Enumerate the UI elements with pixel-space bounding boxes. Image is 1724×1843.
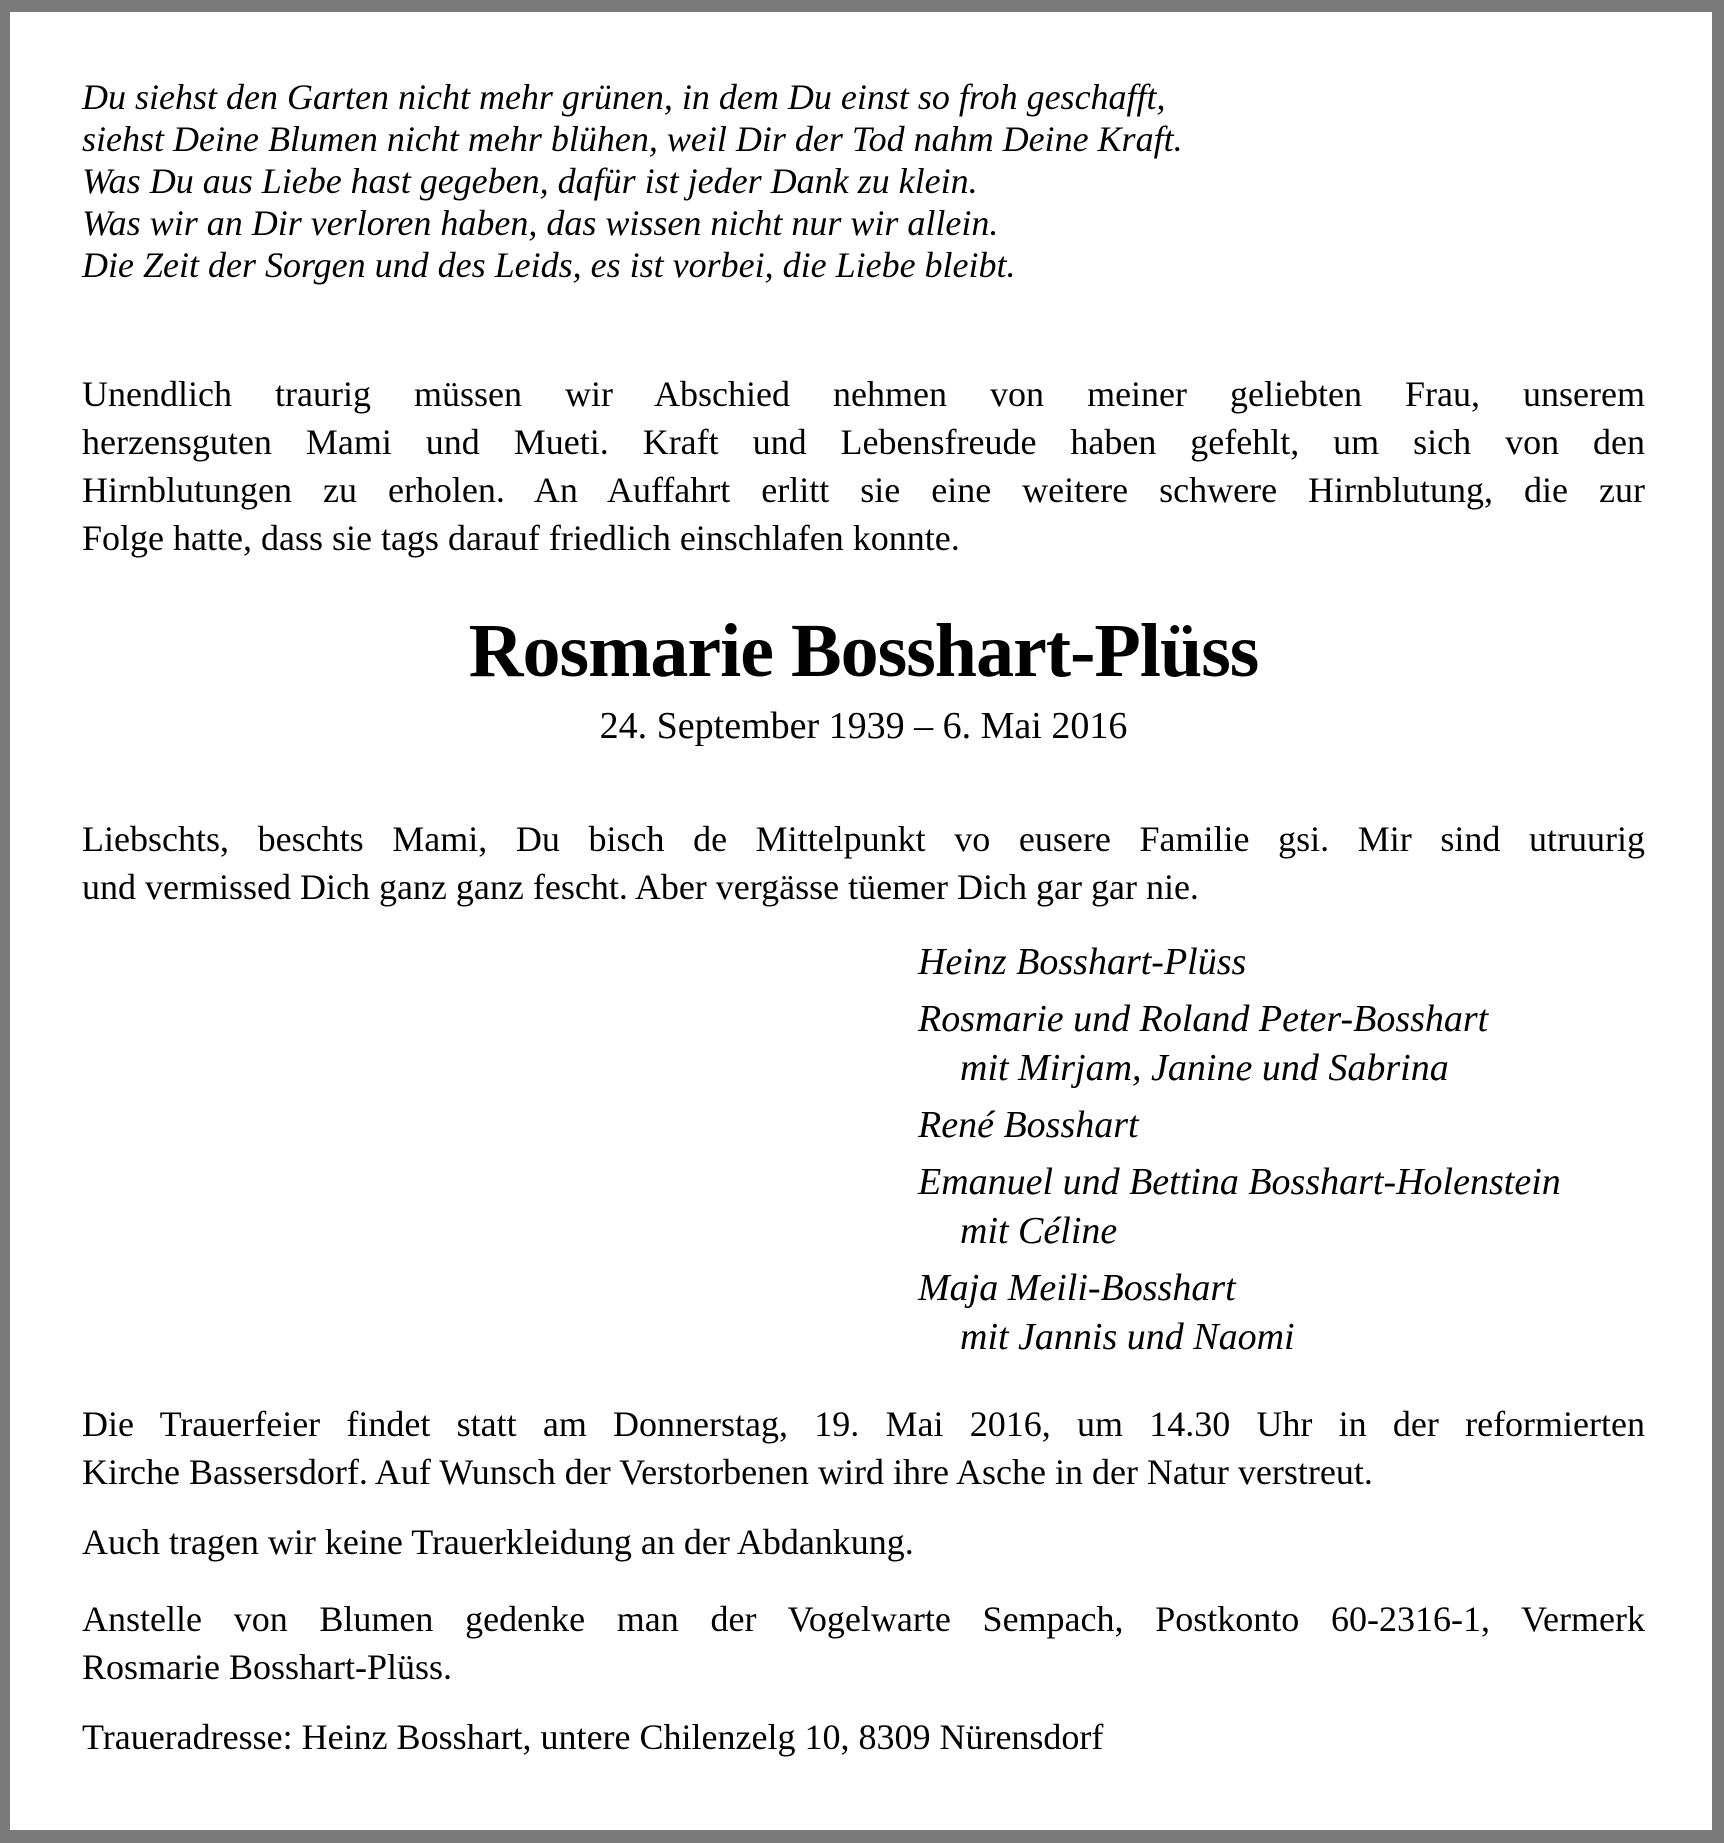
intro-line: Unendlich traurig müssen wir Abschied nehmen von meiner geliebten Frau, unserem	[82, 374, 1645, 414]
mourner-children: mit Céline	[960, 1210, 1118, 1252]
service-line: Kirche Bassersdorf. Auf Wunsch der Verstorbenen wird ihre Asche in der Natur verstreut.	[82, 1452, 1373, 1492]
mourner-group	[918, 1101, 1645, 1150]
poem-line: Die Zeit der Sorgen und des Leids, es ist vorbei, die Liebe bleibt.	[82, 245, 1016, 285]
farewell-line: Liebschts, beschts Mami, Du bisch de Mittelpunkt vo eusere Familie gsi. Mir sind utruurig	[82, 819, 1645, 859]
poem-line: Was wir an Dir verloren haben, das wissen nicht nur wir allein.	[82, 203, 999, 243]
service-paragraph	[82, 1400, 1645, 1496]
mourner-name: Emanuel und Bettina Bosshart-Holenstein	[918, 1161, 1561, 1203]
mourners-list	[918, 938, 1645, 1362]
intro-paragraph	[82, 370, 1645, 562]
farewell-line: und vermissed Dich ganz ganz fescht. Aber vergässe tüemer Dich gar gar nie.	[82, 867, 1199, 907]
opening-poem	[82, 76, 1645, 286]
deceased-name: Rosmarie Bosshart-Plüss	[468, 609, 1259, 693]
poem-line: Du siehst den Garten nicht mehr grünen, in dem Du einst so froh geschafft,	[82, 77, 1166, 117]
intro-line: herzensguten Mami und Mueti. Kraft und Lebensfreude haben gefehlt, um sich von den	[82, 422, 1645, 462]
mourner-name: Rosmarie und Roland Peter-Bosshart	[918, 998, 1489, 1040]
mourner-children: mit Jannis und Naomi	[960, 1316, 1295, 1358]
poem-line: siehst Deine Blumen nicht mehr blühen, weil Dir der Tod nahm Deine Kraft.	[82, 119, 1183, 159]
mourner-name: Maja Meili-Bosshart	[918, 1267, 1236, 1309]
life-dates: 24. September 1939 – 6. Mai 2016	[599, 705, 1128, 747]
farewell-paragraph	[82, 815, 1645, 911]
mourner-group	[918, 995, 1645, 1093]
intro-line: Hirnblutungen zu erholen. An Auffahrt erlitt sie eine weitere schwere Hirnblutung, die zur	[82, 470, 1645, 510]
mourner-name: René Bosshart	[918, 1104, 1139, 1146]
mourner-group	[918, 938, 1645, 987]
address-paragraph: Traueradresse: Heinz Bosshart, untere Chilenzelg 10, 8309 Nürensdorf	[82, 1717, 1104, 1757]
intro-line: Folge hatte, dass sie tags darauf friedlich einschlafen konnte.	[82, 518, 960, 558]
mourner-children: mit Mirjam, Janine und Sabrina	[960, 1047, 1449, 1089]
clothing-paragraph: Auch tragen wir keine Trauerkleidung an der Abdankung.	[82, 1522, 914, 1562]
service-line: Die Trauerfeier findet statt am Donnerstag, 19. Mai 2016, um 14.30 Uhr in der reformierten	[82, 1404, 1645, 1444]
obituary-page	[10, 12, 1712, 1830]
poem-line: Was Du aus Liebe hast gegeben, dafür ist jeder Dank zu klein.	[82, 161, 978, 201]
donation-paragraph	[82, 1595, 1645, 1691]
donation-line: Rosmarie Bosshart-Plüss.	[82, 1647, 453, 1687]
donation-line: Anstelle von Blumen gedenke man der Vogelwarte Sempach, Postkonto 60-2316-1, Vermerk	[82, 1599, 1645, 1639]
mourner-name: Heinz Bosshart-Plüss	[918, 941, 1247, 983]
mourner-group	[918, 1264, 1645, 1362]
mourner-group	[918, 1158, 1645, 1256]
obituary-content	[10, 76, 1712, 1761]
